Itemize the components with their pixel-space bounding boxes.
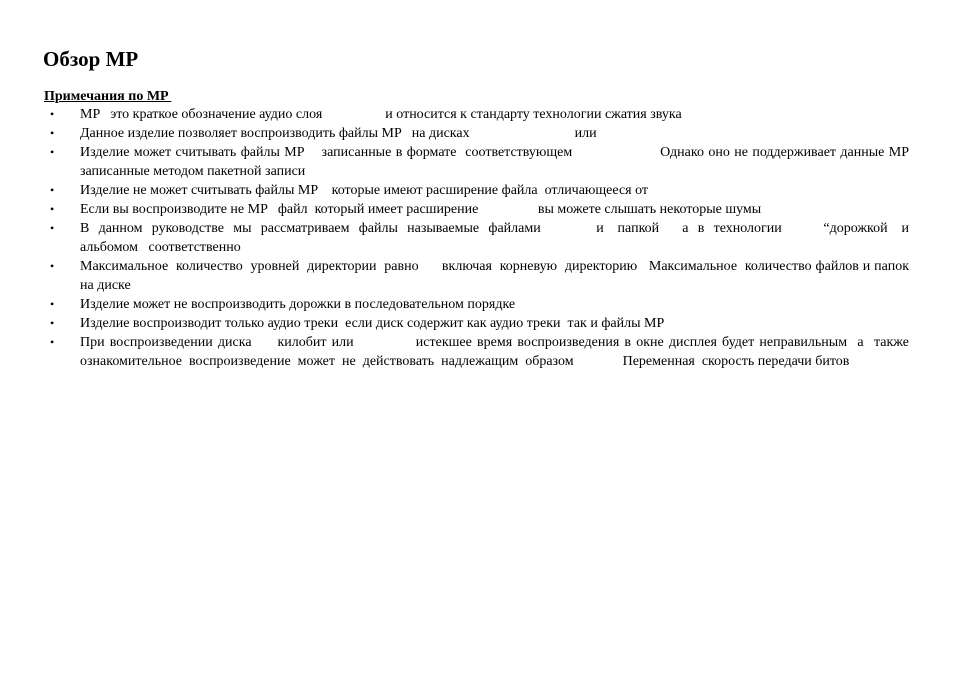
bullet-icon: • bbox=[50, 126, 55, 140]
list-item-text: Изделие может считывать файлы MP записанные в формате соответствующем Однако оно не поддерживает данные MP записанные методом пакетной записи bbox=[80, 145, 923, 179]
list-item bbox=[44, 219, 920, 257]
notes-list bbox=[44, 105, 923, 371]
bullet-icon: • bbox=[50, 316, 55, 330]
list-item bbox=[44, 314, 909, 333]
bullet-icon: • bbox=[50, 259, 55, 273]
bullet-icon: • bbox=[50, 297, 55, 311]
list-item bbox=[44, 105, 909, 124]
bullet-icon: • bbox=[50, 107, 55, 121]
list-item-text: Максимальное количество уровней директории равно включая корневую директорию Максимальное количество файлов и папок на диске bbox=[80, 259, 913, 293]
list-item-text: При воспроизведении диска килобит или истекшее время воспроизведения в окне дисплея будет неправильным а также ознакомительное воспроизведение может не действовать надлежащим образом Переменная скорость передачи битов bbox=[80, 335, 916, 369]
list-item bbox=[44, 143, 923, 181]
list-item-text: Если вы воспроизводите не MP файл который имеет расширение вы можете слышать некоторые шумы bbox=[80, 202, 762, 217]
bullet-icon: • bbox=[50, 221, 55, 235]
list-item-text: В данном руководстве мы рассматриваем файлы называемые файлами и папкой а в технологии “дорожкой и альбомом соответственно bbox=[80, 221, 920, 255]
list-item bbox=[44, 257, 913, 295]
list-item-text: Изделие не может считывать файлы MP которые имеют расширение файла отличающееся от bbox=[80, 183, 649, 198]
list-item bbox=[44, 181, 909, 200]
bullet-icon: • bbox=[50, 145, 55, 159]
list-item-text: Данное изделие позволяет воспроизводить файлы MP на дисках или bbox=[80, 126, 597, 141]
list-item-text: MP это краткое обозначение аудио слоя и относится к стандарту технологии сжатия звука bbox=[80, 107, 682, 122]
bullet-icon: • bbox=[50, 335, 55, 349]
list-item bbox=[44, 200, 909, 219]
list-item bbox=[44, 124, 909, 143]
page-title: Обзор MP bbox=[43, 47, 139, 71]
bullet-icon: • bbox=[50, 183, 55, 197]
list-item-text: Изделие воспроизводит только аудио треки если диск содержит как аудио треки так и файлы MP bbox=[80, 316, 665, 331]
bullet-icon: • bbox=[50, 202, 55, 216]
list-item-text: Изделие может не воспроизводить дорожки в последовательном порядке bbox=[80, 297, 516, 312]
list-item bbox=[44, 295, 909, 314]
section-heading: Примечания по MP bbox=[44, 89, 172, 104]
list-item bbox=[44, 333, 916, 371]
